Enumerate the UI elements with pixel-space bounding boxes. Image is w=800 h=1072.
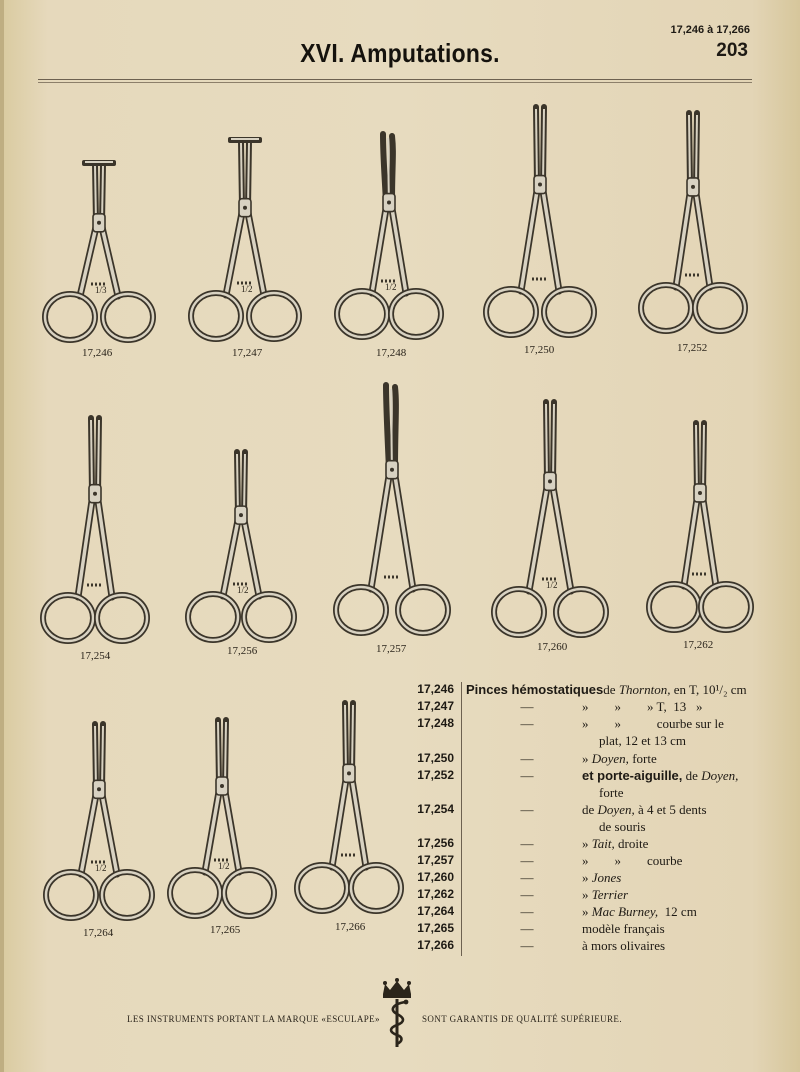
forceps-drawing bbox=[287, 697, 411, 919]
item-description: » Terrier bbox=[582, 887, 629, 902]
forceps-drawing bbox=[484, 396, 616, 643]
forceps-drawing bbox=[160, 714, 284, 924]
ditto-dash: — bbox=[520, 904, 534, 919]
item-description: modèle français bbox=[582, 921, 665, 936]
description-lead: Pinces hémostatiques bbox=[466, 682, 604, 697]
item-description: » Tait, droite bbox=[582, 836, 649, 851]
figure-caption: 17,256 bbox=[227, 645, 258, 657]
scale-ratio: 1/2 bbox=[241, 284, 253, 294]
figure-caption: 17,246 bbox=[82, 347, 113, 359]
ditto-dash: — bbox=[520, 870, 534, 885]
forceps-figure bbox=[160, 714, 284, 924]
footer-left-text: LES INSTRUMENTS PORTANT LA MARQUE «ESCULAPE» bbox=[127, 1014, 380, 1024]
surgeon-name: Terrier bbox=[591, 887, 629, 902]
ditto-dash: — bbox=[520, 768, 534, 783]
item-description: » » courbe sur le bbox=[582, 716, 724, 731]
legend-row bbox=[410, 937, 760, 954]
ditto-dash: — bbox=[520, 836, 534, 851]
legend-row bbox=[410, 818, 760, 835]
forceps-figure bbox=[36, 718, 162, 926]
legend-row bbox=[410, 750, 760, 767]
item-description: Pinces hémostatiquesde Thornton, en T, 10¹/₂ cm bbox=[466, 682, 747, 697]
page-number: 203 bbox=[716, 40, 748, 61]
surgeon-name: Doyen, bbox=[597, 802, 635, 817]
legend-row bbox=[410, 767, 760, 784]
forceps-figure bbox=[287, 697, 411, 919]
item-description: à mors olivaires bbox=[582, 938, 666, 953]
legend-row bbox=[410, 784, 760, 801]
item-description: » Doyen, forte bbox=[582, 751, 657, 766]
page-title: XVI. Amputations. bbox=[300, 38, 500, 68]
scale-ratio: 1/2 bbox=[237, 585, 249, 595]
forceps-drawing bbox=[33, 412, 157, 649]
footer-right-text: SONT GARANTIS DE QUALITÉ SUPÉRIEURE. bbox=[422, 1014, 622, 1024]
item-description: » » » T, 13 » bbox=[582, 699, 703, 714]
legend-row bbox=[410, 903, 760, 920]
forceps-figure bbox=[35, 158, 163, 348]
scale-ratio: 1/2 bbox=[546, 580, 558, 590]
figure-caption: 17,260 bbox=[537, 641, 568, 653]
figure-caption: 17,264 bbox=[83, 927, 114, 939]
catalog-number: 17,256 bbox=[417, 836, 454, 850]
forceps-figure bbox=[181, 135, 309, 347]
legend-row bbox=[410, 715, 760, 732]
surgeon-name: Doyen, bbox=[591, 751, 629, 766]
legend-row bbox=[410, 852, 760, 869]
description-lead: et porte-aiguille, bbox=[582, 768, 683, 783]
catalog-number: 17,250 bbox=[417, 751, 454, 765]
surgeon-name: Thornton, bbox=[618, 682, 671, 697]
forceps-drawing bbox=[181, 135, 309, 347]
ditto-dash: — bbox=[520, 887, 534, 902]
forceps-drawing bbox=[178, 446, 304, 648]
forceps-drawing bbox=[326, 379, 458, 641]
catalog-number: 17,257 bbox=[417, 853, 454, 867]
figure-caption: 17,265 bbox=[210, 924, 241, 936]
forceps-figure bbox=[33, 412, 157, 649]
figure-caption: 17,252 bbox=[677, 342, 708, 354]
forceps-figure bbox=[178, 446, 304, 648]
figure-caption: 17,266 bbox=[335, 921, 366, 933]
legend-row bbox=[410, 732, 760, 749]
figure-caption: 17,257 bbox=[376, 643, 407, 655]
forceps-figure bbox=[639, 417, 761, 638]
forceps-drawing bbox=[476, 101, 604, 343]
figure-caption: 17,262 bbox=[683, 639, 714, 651]
ditto-dash: — bbox=[520, 716, 534, 731]
legend-row bbox=[410, 698, 760, 715]
forceps-figure bbox=[326, 379, 458, 641]
surgeon-name: Mac Burney, bbox=[591, 904, 659, 919]
forceps-drawing bbox=[36, 718, 162, 926]
page-edge bbox=[0, 0, 4, 1072]
header-rule bbox=[38, 79, 752, 80]
scale-ratio: 1/2 bbox=[385, 282, 397, 292]
surgeon-name: Jones bbox=[591, 870, 622, 885]
forceps-drawing bbox=[35, 158, 163, 348]
figure-caption: 17,247 bbox=[232, 347, 263, 359]
forceps-figure bbox=[327, 128, 451, 345]
catalog-number: 17,265 bbox=[417, 921, 454, 935]
header-rule-secondary bbox=[38, 82, 752, 83]
item-description: et porte-aiguille, de Doyen, bbox=[582, 768, 739, 783]
legend-row bbox=[410, 681, 760, 698]
item-description: de Doyen, à 4 et 5 dents bbox=[582, 802, 707, 817]
ditto-dash: — bbox=[520, 751, 534, 766]
forceps-drawing bbox=[631, 107, 755, 339]
scale-ratio: 1/3 bbox=[95, 285, 107, 295]
ditto-dash: — bbox=[520, 853, 534, 868]
figure-caption: 17,248 bbox=[376, 347, 407, 359]
catalog-number: 17,264 bbox=[417, 904, 454, 918]
figure-caption: 17,250 bbox=[524, 344, 555, 356]
forceps-drawing bbox=[327, 128, 451, 345]
ditto-dash: — bbox=[520, 938, 534, 953]
forceps-figure bbox=[476, 101, 604, 343]
item-description: » Jones bbox=[582, 870, 622, 885]
item-description: » Mac Burney, 12 cm bbox=[582, 904, 697, 919]
catalog-number: 17,247 bbox=[417, 699, 454, 713]
catalog-number: 17,260 bbox=[417, 870, 454, 884]
item-range: 17,246 à 17,266 bbox=[670, 24, 750, 36]
catalog-number: 17,266 bbox=[417, 938, 454, 952]
ditto-dash: — bbox=[520, 802, 534, 817]
catalog-number: 17,254 bbox=[417, 802, 454, 816]
scale-ratio: 1/2 bbox=[218, 861, 230, 871]
legend-row bbox=[410, 869, 760, 886]
scale-ratio: 1/2 bbox=[95, 863, 107, 873]
ditto-dash: — bbox=[520, 921, 534, 936]
description-continuation: forte bbox=[599, 785, 624, 800]
catalog-number: 17,252 bbox=[417, 768, 454, 782]
description-continuation: plat, 12 et 13 cm bbox=[599, 733, 687, 748]
esculape-caduceus-logo bbox=[375, 978, 419, 1055]
catalog-number: 17,246 bbox=[417, 682, 454, 696]
surgeon-name: Tait, bbox=[591, 836, 615, 851]
forceps-drawing bbox=[639, 417, 761, 638]
item-description: » » courbe bbox=[582, 853, 683, 868]
surgeon-name: Doyen, bbox=[701, 768, 739, 783]
ditto-dash: — bbox=[520, 699, 534, 714]
legend-row bbox=[410, 920, 760, 937]
description-continuation: de souris bbox=[599, 819, 646, 834]
legend-row bbox=[410, 801, 760, 818]
forceps-figure bbox=[631, 107, 755, 339]
legend-row bbox=[410, 886, 760, 903]
legend-row bbox=[410, 835, 760, 852]
figure-caption: 17,254 bbox=[80, 650, 111, 662]
forceps-figure bbox=[484, 396, 616, 643]
catalog-number: 17,248 bbox=[417, 716, 454, 730]
catalog-number: 17,262 bbox=[417, 887, 454, 901]
